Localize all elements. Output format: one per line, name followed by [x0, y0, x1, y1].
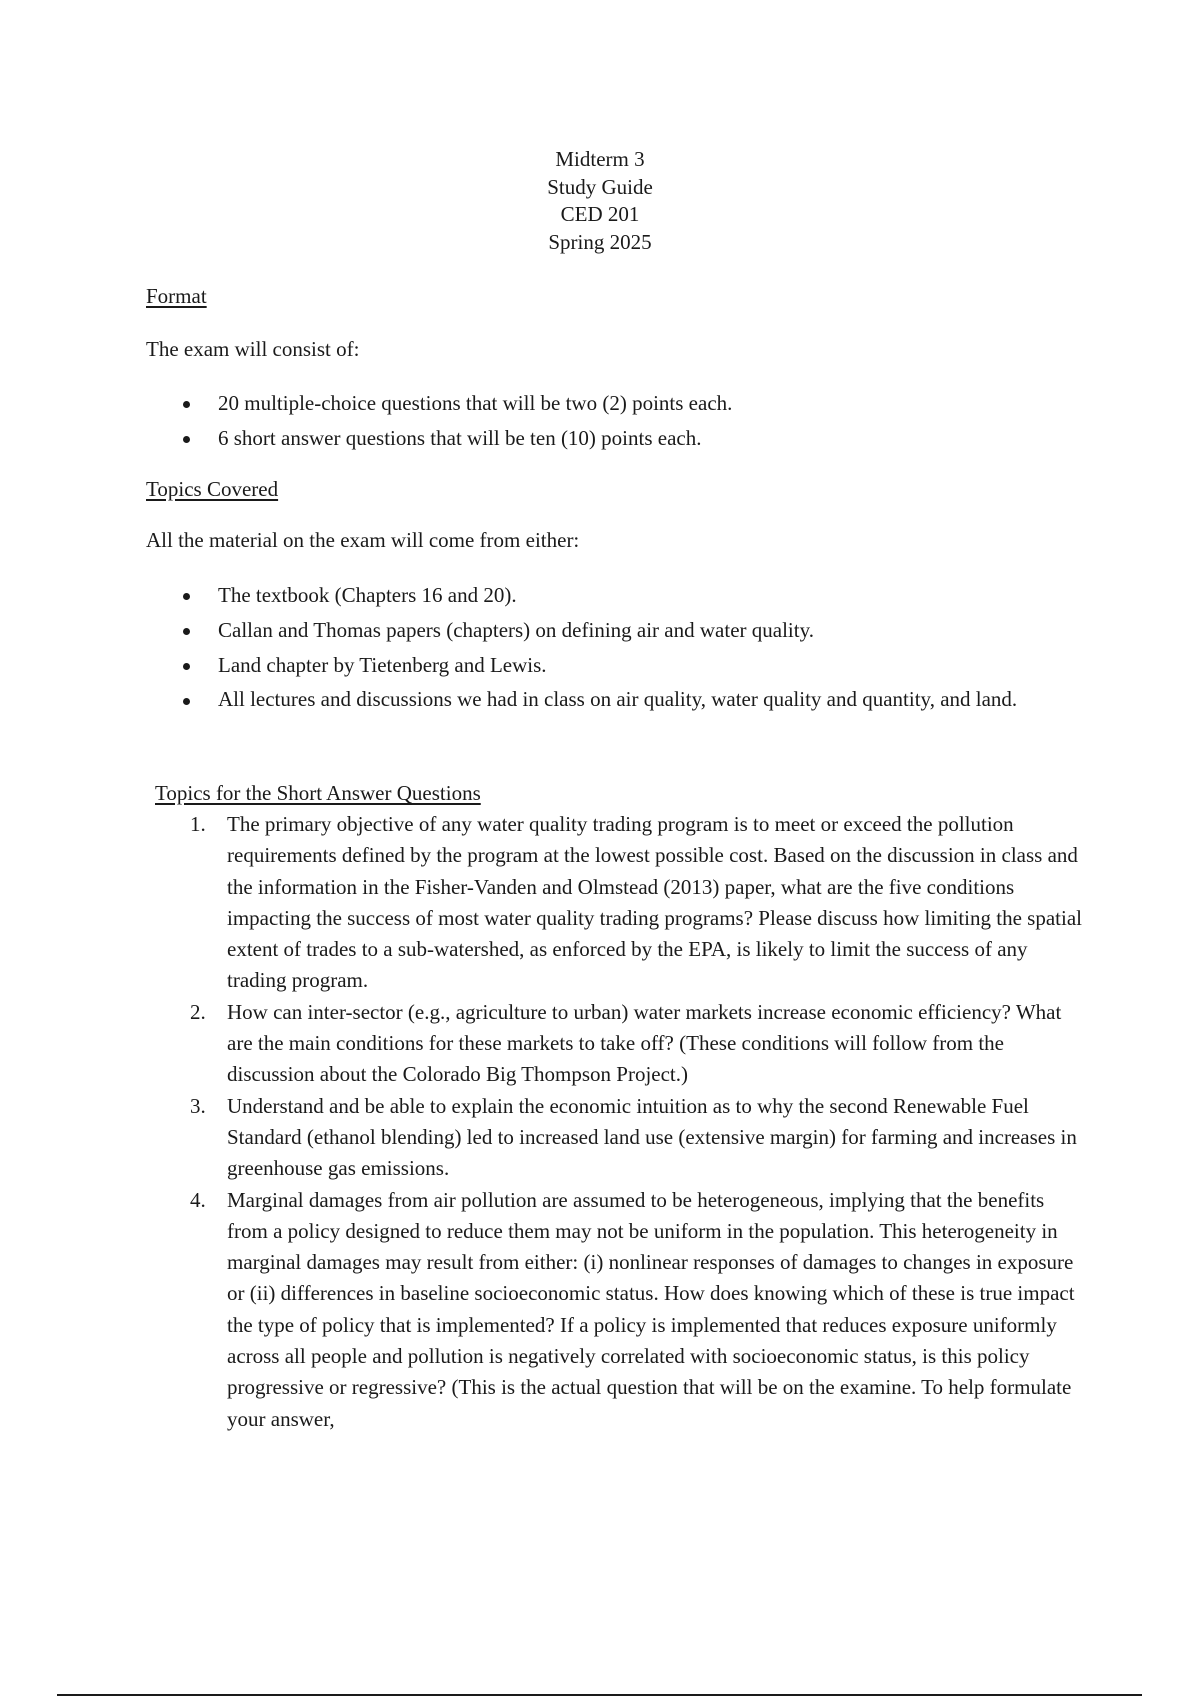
item-number: 1.	[190, 812, 206, 836]
item-number: 2.	[190, 999, 206, 1024]
list-item: Land chapter by Tietenberg and Lewis.	[0, 649, 1118, 681]
topics-list	[0, 579, 1118, 718]
course-code: CED 201	[560, 202, 640, 226]
list-item: 6 short answer questions that will be ten (10) points each.	[0, 422, 1118, 454]
bullet-icon	[183, 663, 190, 670]
question-text: The primary objective of any water quality trading program is to meet or exceed the pollution requirements defined by the program at the lowest possible cost. Based on the discussion in class and the information in the Fisher-Vanden and Olmstead (2013) paper, what are the five conditions impacting the success of most water quality trading programs? Please discuss how limiting the spatial extent of trades to a sub-watershed, as enforced by the EPA, is likely to limit the success of any trading program.	[227, 812, 1082, 993]
list-item	[0, 1185, 1087, 1435]
bullet-icon	[183, 593, 190, 600]
format-list	[0, 387, 1118, 457]
list-item: The textbook (Chapters 16 and 20).	[0, 579, 1118, 611]
document-header	[0, 146, 1200, 256]
question-text: Marginal damages from air pollution are assumed to be heterogeneous, implying that the benefits from a policy designed to reduce them may not be uniform in the population. This heterogeneity in marginal damages may result from either: (i) nonlinear responses of damages to changes in exposure or (ii) differences in baseline socioeconomic status. How does knowing which of these is true impact the type of policy that is implemented? If a policy is implemented that reduces exposure uniformly across all people and pollution is negatively correlated with socioeconomic status, is this policy progressive or regressive? (This is the actual question that will be on the examine. To help formulate your answer,	[227, 1187, 1075, 1431]
list-item	[0, 1091, 1087, 1185]
page-bottom-rule	[57, 1694, 1142, 1696]
list-item: Callan and Thomas papers (chapters) on defining air and water quality.	[0, 614, 1118, 646]
list-item	[0, 809, 1087, 997]
list-item	[0, 997, 1087, 1091]
topics-intro: All the material on the exam will come from either:	[146, 528, 580, 552]
exam-title: Midterm 3	[555, 147, 645, 171]
bullet-icon	[183, 698, 190, 705]
short-answer-list	[0, 809, 1087, 1435]
question-text: Understand and be able to explain the economic intuition as to why the second Renewable Fuel Standard (ethanol blending) led to increased land use (extensive margin) for farming and increases in greenhouse gas emissions.	[227, 1093, 1077, 1181]
question-text: How can inter-sector (e.g., agriculture to urban) water markets increase economic efficiency? What are the main conditions for these markets to take off? (These conditions will follow from the discussion about the Colorado Big Thompson Project.)	[227, 999, 1062, 1087]
topics-heading: Topics Covered	[146, 477, 279, 501]
term: Spring 2025	[548, 229, 652, 254]
document-subtitle: Study Guide	[547, 174, 653, 199]
list-item: 20 multiple-choice questions that will be two (2) points each.	[0, 387, 1118, 419]
format-intro: The exam will consist of:	[146, 337, 360, 361]
list-item: All lectures and discussions we had in class on air quality, water quality and quantity, and land.	[0, 684, 1118, 715]
item-number: 4.	[190, 1187, 206, 1212]
bullet-icon	[183, 401, 190, 408]
bullet-icon	[183, 628, 190, 635]
format-heading: Format	[146, 284, 207, 308]
item-number: 3.	[190, 1093, 206, 1118]
short-answer-heading: Topics for the Short Answer Questions	[155, 781, 481, 805]
bullet-icon	[183, 436, 190, 443]
